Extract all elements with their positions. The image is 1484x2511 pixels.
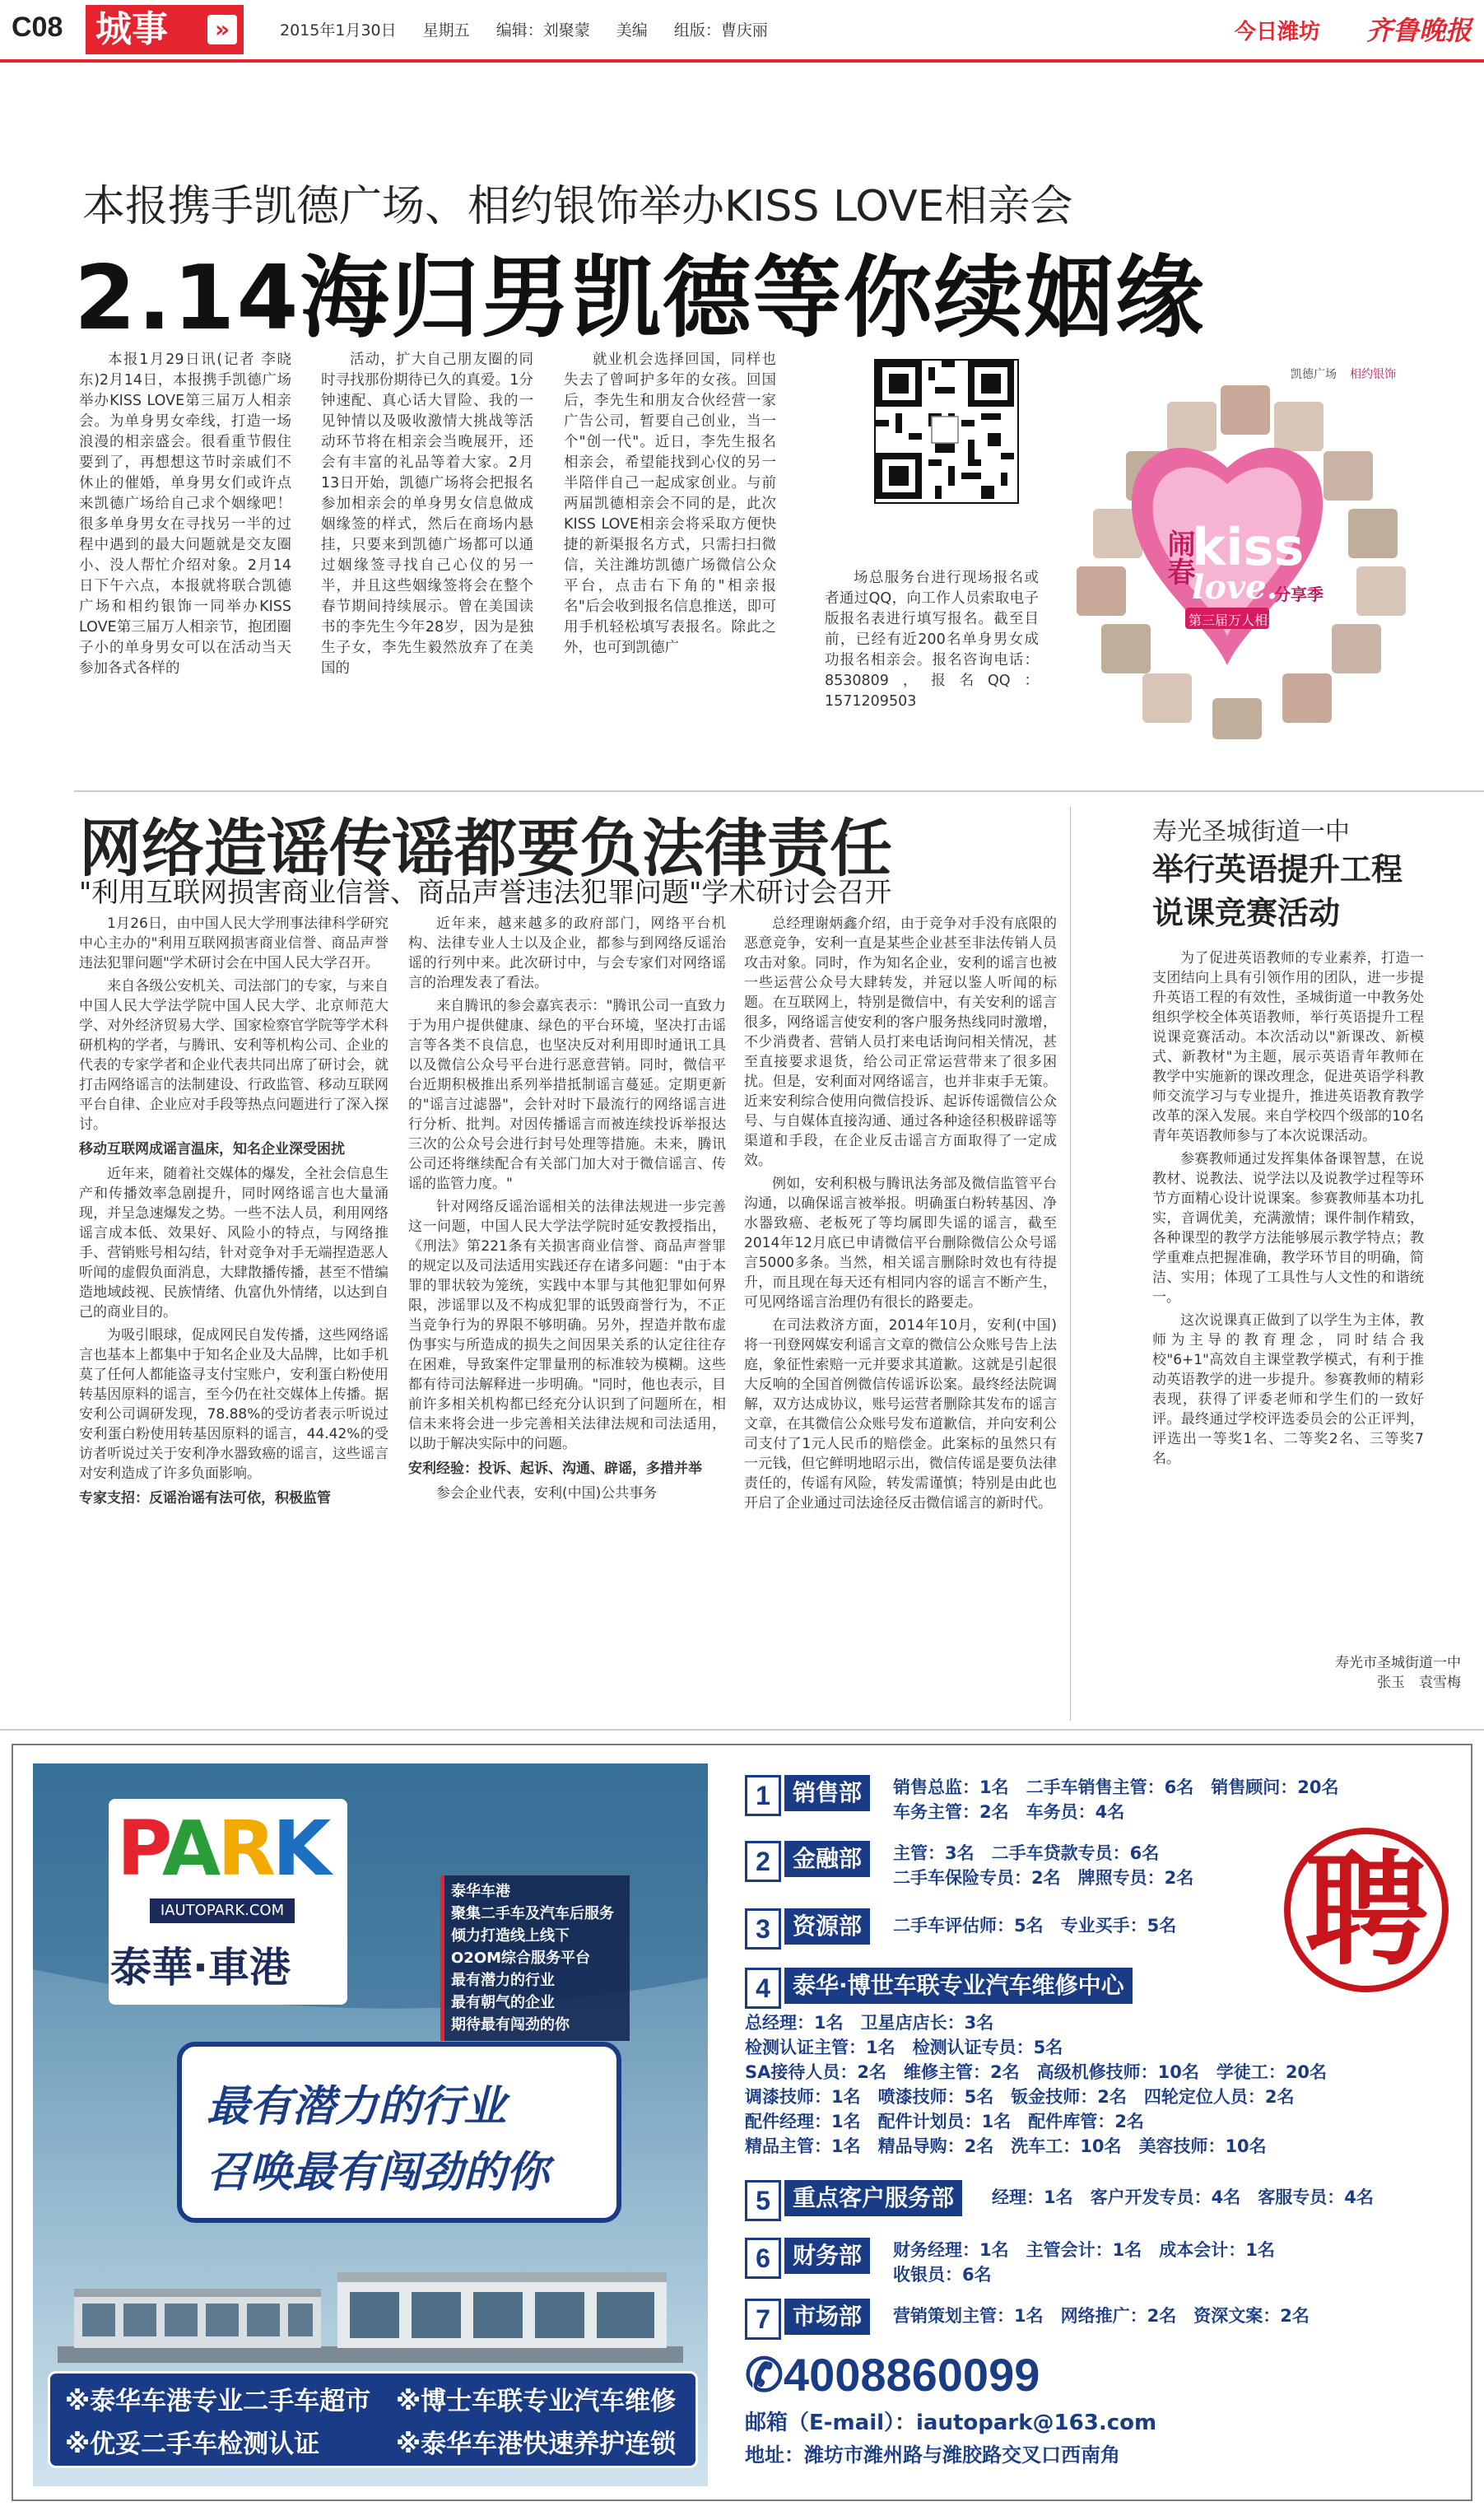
department-number: 4	[745, 1968, 781, 2009]
brand-name: 泰華·車港	[110, 1944, 291, 1992]
slogan-line-1: 最有潜力的行业	[207, 2082, 507, 2131]
position-lines	[893, 2238, 1275, 2287]
logo-letter: K	[272, 1805, 328, 1893]
signature-authors: 张玉 袁雪梅	[1377, 1675, 1461, 1691]
subheading: 专家支招：反谣治谣有法可依，积极监管	[79, 1490, 331, 1507]
position-line: 营销策划主管：1名 网络推广：2名 资深文案：2名	[893, 2306, 1310, 2326]
position-line: 车务主管：2名 车务员：4名	[893, 1802, 1125, 1822]
qr-code	[874, 359, 1019, 504]
address-line: 地址：潍坊市潍州路与潍胶路交叉口西南角	[745, 2443, 1120, 2467]
article1-column-1	[79, 350, 291, 778]
article2-column-2	[408, 914, 726, 1737]
section-divider	[74, 790, 1484, 792]
position-lines	[893, 1775, 1338, 1824]
department-name: 销售部	[784, 1775, 870, 1811]
poster-word-3: love.	[1192, 568, 1278, 607]
position-line: 检测认证主管：1名 检测认证专员：5名	[745, 2038, 1063, 2057]
paragraph: 针对网络反谣治谣相关的法律法规进一步完善这一问题，中国人民大学法学院时延安教授指出，《刑法》第221条有关损害商业信誉、商品声誉罪的规定以及司法适用实践还存在诸多问题："由于本罪的罪状较为笼统，实践中本罪与其他犯罪如何界限，涉谣罪以及不构成犯罪的诋毁商誉行为，不正当竞争行为的界限不够明确。另外，捏造并散布虚伪事实与所造成的损失之间因果关系的认定往往存在困难，导致案件定罪量刑的标准较为模糊。这些都有待司法解释进一步明确。"同时，他也表示，目前许多相关机构都已经充分认识到了问题所在，相信未来将会进一步完善相关法律法规和司法适用，以助于解决实际中的问题。	[408, 1199, 726, 1452]
feature-line: 倾力打造线上线下	[451, 1927, 570, 1945]
article1-kicker: 本报携手凯德广场、相约银饰举办KISS LOVE相亲会	[82, 182, 1073, 231]
subheading: 移动互联网成谣言温床，知名企业深受困扰	[79, 1141, 345, 1158]
layout-credit: 组版：曹庆丽	[673, 21, 768, 40]
position-line: 销售总监：1名 二手车销售主管：6名 销售顾问：20名	[893, 1777, 1339, 1797]
feature-line: 泰华车港	[451, 1883, 510, 1900]
department-name: 泰华·博世车联专业汽车维修中心	[784, 1968, 1133, 2004]
logo-letter: A	[161, 1805, 218, 1893]
double-chevron-right-icon: »	[207, 15, 237, 44]
paragraph: 1月26日，由中国人民大学刑事法律科学研究中心主办的"利用互联网损害商业信誉、商品声誉违法犯罪问题"学术研讨会在中国人民大学召开。	[79, 915, 388, 971]
slogan-box	[177, 2042, 621, 2223]
position-line: 配件经理：1名 配件计划员：1名 配件库管：2名	[745, 2112, 1144, 2131]
issue-meta	[280, 18, 789, 40]
department-name: 资源部	[784, 1908, 870, 1945]
slogan-line-2: 召唤最有闯劲的你	[207, 2148, 550, 2197]
article3-title-line-1: 举行英语提升工程	[1152, 851, 1403, 887]
poster-word-1: 闹春	[1162, 529, 1195, 585]
department-name: 市场部	[784, 2299, 870, 2335]
feature-line: 最有潜力的行业	[451, 1972, 555, 1989]
position-line: 调漆技师：1名 喷漆技师：5名 钣金技师：2名 四轮定位人员：2名	[745, 2087, 1295, 2107]
recruit-char: 聘	[1304, 1838, 1428, 1982]
position-lines	[745, 2010, 1327, 2159]
designer-credit: 美编	[616, 21, 648, 40]
column-tag: 今日潍坊	[1235, 20, 1321, 44]
article1-text: 就业机会选择回国，同样也失去了曾呵护多年的女孩。回国后，李先生和朋友合伙经营一家广告公司，暂要自己创业，当一个"创一代"。近日，李先生报名相亲会，希望能找到心仪的另一半陪伴自己一起成家创业。与前两届凯德相亲会不同的是，此次KISS LOVE相亲会将采取方便快捷的新渠报名方式，只需扫扫微信，关注潍坊凯德广场微信公众平台，点击右下角的"相亲报名"后会收到报名信息推送，即可用手机轻松填写表报名。除此之外，也可到凯德广	[564, 352, 776, 656]
header-rule	[0, 59, 1484, 63]
article2-title: 网络造谣传谣都要负法律责任	[79, 812, 892, 885]
issue-weekday: 星期五	[422, 21, 470, 40]
building-illustration	[58, 2256, 683, 2363]
position-lines	[893, 1913, 1176, 1938]
position-line: 收银员：6名	[893, 2265, 992, 2285]
feature-line: 期待最有闯劲的你	[451, 2016, 570, 2033]
article1-column-3	[564, 350, 776, 778]
department-number: 7	[745, 2299, 781, 2340]
event-poster	[1044, 352, 1411, 748]
position-lines	[893, 2304, 1310, 2328]
position-line: SA接待人员：2名 维修主管：2名 高级机修技师：10名 学徒工：20名	[745, 2062, 1328, 2082]
logo-letter: P	[117, 1805, 162, 1893]
article1-column-2	[321, 350, 533, 778]
logo-letter: R	[217, 1805, 273, 1893]
paragraph: 这次说课真正做到了以学生为主体，教师为主导的教育理念，同时结合我校"6+1"高效自主课堂教学模式，有利于推动英语教学的进一步提升。参赛教师的精彩表现，获得了评委老师和学生们的一致好评。最终通过学校评选委员会的公正评判，评选出一等奖1名、二等奖2名、三等奖7名。	[1152, 1312, 1424, 1467]
paragraph: 来自腾讯的参会嘉宾表示："腾讯公司一直致力于为用户提供健康、绿色的平台环境，坚决打击谣言等各类不良信息，也坚决反对利用即时通讯工具以及微信公众号平台进行恶意营销。同时，微信平台近期积极推出系列举措抵制谣言蔓延。定期更新的"谣言过滤器"，会针对时下最流行的网络谣言进行分析、批判。对因传播谣言而被连续投诉举报达三次的公众号会进行封号处理等措施。未来，腾讯公司还将继续配合有关部门加大对于微信谣言、传谣的监管力度。"	[408, 998, 726, 1192]
services-box	[48, 2371, 698, 2468]
paragraph: 在司法救济方面，2014年10月，安利(中国)将一刊登网媒安利谣言文章的微信公众账号告上法庭，象征性索赔一元并要求其道歉。这就是引起很大反响的全国首例微信传谣诉讼案。最终经法院调解，双方达成协议，账号运营者删除其发布的谣言文章，在其微信公众账号发布道歉信，并向安利公司支付了1元人民币的赔偿金。此案标的虽然只有一元钱，但它鲜明地昭示出，微信传谣是要负法律责任的，传谣有风险，转发需谨慎；特别是由此也开启了企业通过司法途径反击微信谣言的新时代。	[744, 1317, 1057, 1512]
article2-column-3	[744, 914, 1057, 1737]
paragraph: 例如，安利积极与腾讯法务部及微信监管平台沟通，以确保谣言被举报。明确蛋白粉转基因、净水器致癌、老板死了等均属即失谣的谣言，截至2014年12月底已申请微信平台删除微信公众号谣言5000多条。当然，相关谣言删除时效也有待提升，而且现在每天还有相同内容的谣言不断产生，可见网络谣言治理仍有很长的路要走。	[744, 1176, 1057, 1311]
article3-body	[1152, 948, 1424, 1656]
paragraph: 为吸引眼球，促成网民自发传播，这些网络谣言也基本上都集中于知名企业及大品牌，比如手机莫了任何人都能盗寻支付宝账户，安利蛋白粉使用转基因原料的谣言，至今仍在社交媒体上传播。据安利公司调研发现，78.88%的受访者表示听说过安利蛋白粉使用转基因原料的谣言，44.42%的受访者听说过关于安利净水器致癌的谣言，这些谣言对安利造成了许多负面影响。	[79, 1327, 388, 1482]
building-icon	[58, 2256, 683, 2363]
service-item: ※泰华车港快速养护连锁	[396, 2429, 677, 2459]
feature-line: 最有朝气的企业	[451, 1994, 555, 2011]
signature-org: 寿光市圣城街道一中	[1335, 1655, 1461, 1671]
logo-url: IAUTOPARK.COM	[150, 1898, 295, 1923]
editor-credit: 编辑：刘聚蒙	[495, 21, 590, 40]
department-number: 6	[745, 2238, 781, 2279]
section-title: 城事	[95, 8, 168, 50]
service-item: ※泰华车港专业二手车超市	[65, 2387, 371, 2416]
paragraph: 近年来，随着社交媒体的爆发，全社会信息生产和传播效率急剧提升，同时网络谣言也大量涌现，并呈急速爆发之势。一些不法人员，利用网络谣言成本低、效果好、风险小的特点，与网络推手、营销账号相勾结，针对竞争对手无端捏造恶人听闻的虚假负面消息，大肆散播传播，甚至不惜编造地域歧视、民族情绪、仇富仇外情绪，以达到自己的商业目的。	[79, 1166, 388, 1321]
feature-list	[440, 1875, 630, 2041]
newspaper-logo: 齐鲁晚报	[1366, 15, 1472, 46]
email-line: 邮箱（E-mail）：iautopark@163.com	[745, 2411, 1157, 2435]
phone-number	[745, 2348, 1040, 2402]
article1-column-4	[825, 568, 1039, 733]
ad-divider	[0, 1729, 1484, 1731]
column-divider	[1070, 807, 1071, 1721]
paragraph: 为了促进英语教师的专业素养，打造一支团结向上具有引领作用的团队，进一步提升英语工程的有效性，圣城街道一中教务处组织学校全体英语教师，举行英语提升工程说课竞赛活动。本次活动以"新课改、新模式、新教材"为主题，展示英语青年教师在教学中实施新的课改理念，促进英语学科教师交流学习与专业提升，推进英语教育教学改革的深入发展。来自学校四个级部的10名青年英语教师参与了本次说课活动。	[1152, 950, 1424, 1144]
service-item: ※优妥二手车检测认证	[65, 2429, 320, 2459]
issue-date: 2015年1月30日	[280, 21, 397, 40]
department-name: 财务部	[784, 2238, 870, 2274]
paragraph: 参赛教师通过发挥集体备课智慧，在说教材、说教法、说学法以及说教学过程等环节方面精心设计说课案。参赛教师基本功扎实，音调优美，充满激情；课件制作精致，各种课型的教学方法能够展示教学特点；教学重难点把握准确，教学环节目的明确，简洁、实用；体现了工具性与人文性的和谐统一。	[1152, 1151, 1424, 1306]
position-line: 精品主管：1名 精品导购：2名 洗车工：10名 美容技师：10名	[745, 2136, 1267, 2156]
poster-brand-2: 相约银饰	[1350, 368, 1396, 381]
poster-event: 第三届万人相亲节	[1189, 613, 1295, 628]
department-number: 5	[745, 2180, 781, 2221]
article1-text: 活动，扩大自己朋友圈的同时寻找那份期待已久的真爱。1分钟速配、真心话大冒险、我的一见钟情以及吸收激情大挑战等活动环节将在相亲会当晚展开，还会有丰富的礼品等着大家。2月13日开始，凯德广场将会把报名参加相亲会的单身男女信息做成姻缘签的样式，然后在商场内悬挂，只要来到凯德广场都可以通过姻缘签寻找自己心仪的另一半，并且这些姻缘签将会在整个春节期间持续展示。曾在美国读书的李先生今年28岁，因为是独生子女，李先生毅然放弃了在美国的	[321, 352, 533, 677]
article3-signature	[1239, 1653, 1461, 1693]
department-name: 重点客户服务部	[784, 2180, 962, 2216]
position-lines	[992, 2185, 1374, 2210]
service-item: ※博士车联专业汽车维修	[396, 2387, 677, 2416]
feature-line: O2OM综合服务平台	[451, 1950, 591, 1967]
park-logo	[117, 1805, 328, 1893]
position-line: 财务经理：1名 主管会计：1名 成本会计：1名	[893, 2240, 1275, 2260]
page-code: C08	[12, 12, 63, 43]
department-number: 3	[745, 1908, 781, 1950]
subheading: 安利经验：投诉、起诉、沟通、辟谣，多措并举	[408, 1460, 702, 1477]
poster-brand-1: 凯德广场	[1291, 368, 1337, 381]
article1-text: 场总服务台进行现场报名或者通过QQ，向工作人员索取电子版报名表进行填写报名。截至目前，已经有近200名单身男女成功报名相亲会。报名咨询电话：8530809，报名QQ：1571209503	[825, 570, 1039, 710]
article1-title: 2.14海归男凯德等你续姻缘	[74, 247, 1206, 350]
article3-title-line-2: 说课竞赛活动	[1152, 895, 1341, 931]
position-line: 二手车评估师：5名 专业买手：5名	[893, 1916, 1177, 1936]
phone-icon: ✆	[745, 2349, 784, 2401]
position-line: 主管：3名 二手车贷款专员：6名	[893, 1843, 1160, 1863]
department-name: 金融部	[784, 1841, 870, 1877]
paragraph: 参会企业代表，安利(中国)公共事务	[436, 1485, 658, 1502]
article2-column-1	[79, 914, 388, 1737]
poster-word-4: 分享季	[1274, 585, 1324, 604]
article3-kicker: 寿光圣城街道一中	[1152, 818, 1350, 846]
paragraph: 来自各级公安机关、司法部门的专家，与来自中国人民大学法学院中国人民大学、北京师范大学、对外经济贸易大学、国家检察官学院等学术科研机构的学者，与腾讯、安利等机构公司、企业的代表的专家学者和企业代表共同出席了研讨会，就打击网络谣言的法制建设、行政监管、移动互联网平台自律、企业应对手段等热点问题进行了深入探讨。	[79, 978, 388, 1133]
section-label	[86, 5, 244, 54]
position-lines	[893, 1841, 1193, 1890]
feature-line: 聚集二手车及汽车后服务	[451, 1905, 614, 1922]
department-number: 1	[745, 1775, 781, 1816]
article1-text: 本报1月29日讯(记者 李晓东)2月14日，本报携手凯德广场举办KISS LOVE第三届万人相亲会。为单身男女牵线，打造一场浪漫的相亲盛会。很看重节假住要到了，再想想这节时亲戚们不休止的催婚，单身男女们或许点来凯德广场给自己求个姻缘吧！很多单身男女在寻找另一半的过程中遇到的最大问题就是交友圈小、没人帮忙介绍对象。2月14日下午六点，本报就将联合凯德广场和相约银饰一同举办KISS LOVE第三届万人相亲节，抱团圈子小的单身男女可以在活动当天参加各式各样的	[79, 352, 291, 677]
position-line: 经理：1名 客户开发专员：4名 客服专员：4名	[992, 2187, 1374, 2207]
phone-value: 4008860099	[783, 2349, 1040, 2401]
poster-word-2: kiss	[1192, 517, 1305, 577]
qr-code-icon	[876, 361, 1014, 499]
paragraph: 近年来，越来越多的政府部门，网络平台机构、法律专业人士以及企业，都参与到网络反谣治谣的行列中来。此次研讨中，与会专家们对网络谣言的治理发表了看法。	[408, 915, 726, 991]
department-number: 2	[745, 1841, 781, 1882]
paragraph: 总经理谢炳鑫介绍，由于竞争对手没有底限的恶意竞争，安利一直是某些企业甚至非法传销人员攻击对象。同时，作为知名企业，安利的谣言也被一些运营公众号大肆转发，并冠以鉴人听闻的标题。在互联网上，特别是微信中，有关安利的谣言很多，网络谣言使安利的客户服务热线同时激增，不少消费者、营销人员打来电话询问相关情况，甚至直接要求退货，给公司正常运营带来了很多困扰。但是，安利面对网络谣言，也并非束手无策。近来安利综合使用向微信投诉、起诉传谣微信公众号、与自媒体直接沟通、通过各种途径积极辟谣等渠道和手段，在企业反击谣言方面取得了一定成效。	[744, 915, 1057, 1169]
position-line: 二手车保险专员：2名 牌照专员：2名	[893, 1868, 1194, 1888]
position-line: 总经理：1名 卫星店店长：3名	[745, 2013, 994, 2033]
article2-subtitle: "利用互联网损害商业信誉、商品声誉违法犯罪问题"学术研讨会召开	[79, 876, 892, 908]
